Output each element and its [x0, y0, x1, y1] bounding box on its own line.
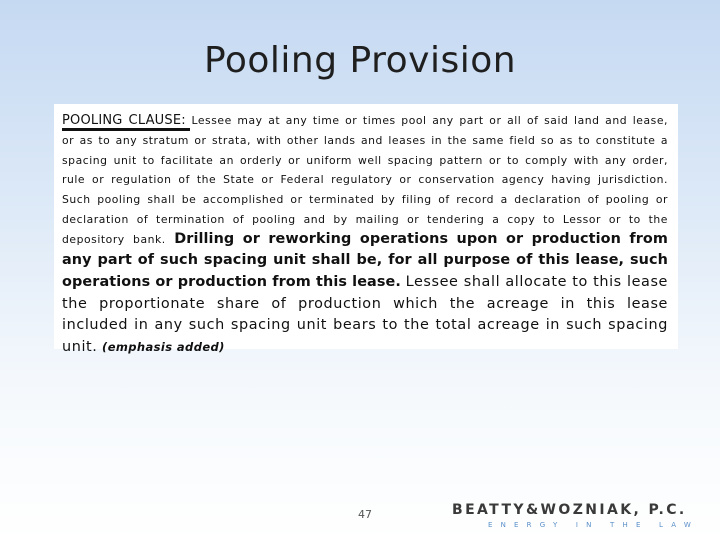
- emphasized-clause-text: Drilling or reworking operations upon or production from any part of such spacing unit shall be, for all purpose of this lease, such operations or production from this lease.: [62, 230, 669, 290]
- slide-title: Pooling Provision: [203, 40, 517, 81]
- clause-intro: [62, 114, 668, 246]
- pooling-clause-box: [54, 104, 678, 355]
- clause-label-text: POOLING CLAUSE:: [62, 113, 186, 128]
- firm-logo: [448, 502, 700, 532]
- emphasis-note: (emphasis added): [102, 339, 225, 354]
- label-underline: [62, 128, 190, 131]
- page-number: 47: [358, 508, 372, 521]
- clause-large-text: [62, 231, 668, 355]
- clause-small-text: Lessee may at any time or times pool any part or all of said land and lease, or as to any stratum or strata, with other lands and leases in the same field so as to constitute a spacing unit to facilitate an orderly or uniform well spacing pattern or to comply with any order, rule or regulation of the State or Federal regulatory or conservation agency having jurisdiction. Such pooling shall be accomplished or terminated by filing of record a declaration of pooling or declaration of termination of pooling and by mailing or tendering a copy to Lessor or to the depository bank.: [62, 114, 669, 246]
- clause-label: [62, 113, 186, 128]
- firm-logo-name: BEATTY&WOZNIAK, P.C.: [452, 502, 687, 518]
- firm-logo-tagline: ENERGY IN THE LAW: [488, 521, 700, 529]
- allocation-clause-text: Lessee shall allocate to this lease the proportionate share of production which the acreage in this lease included in any such spacing unit bears to the total acreage in such spacing unit.: [62, 273, 668, 355]
